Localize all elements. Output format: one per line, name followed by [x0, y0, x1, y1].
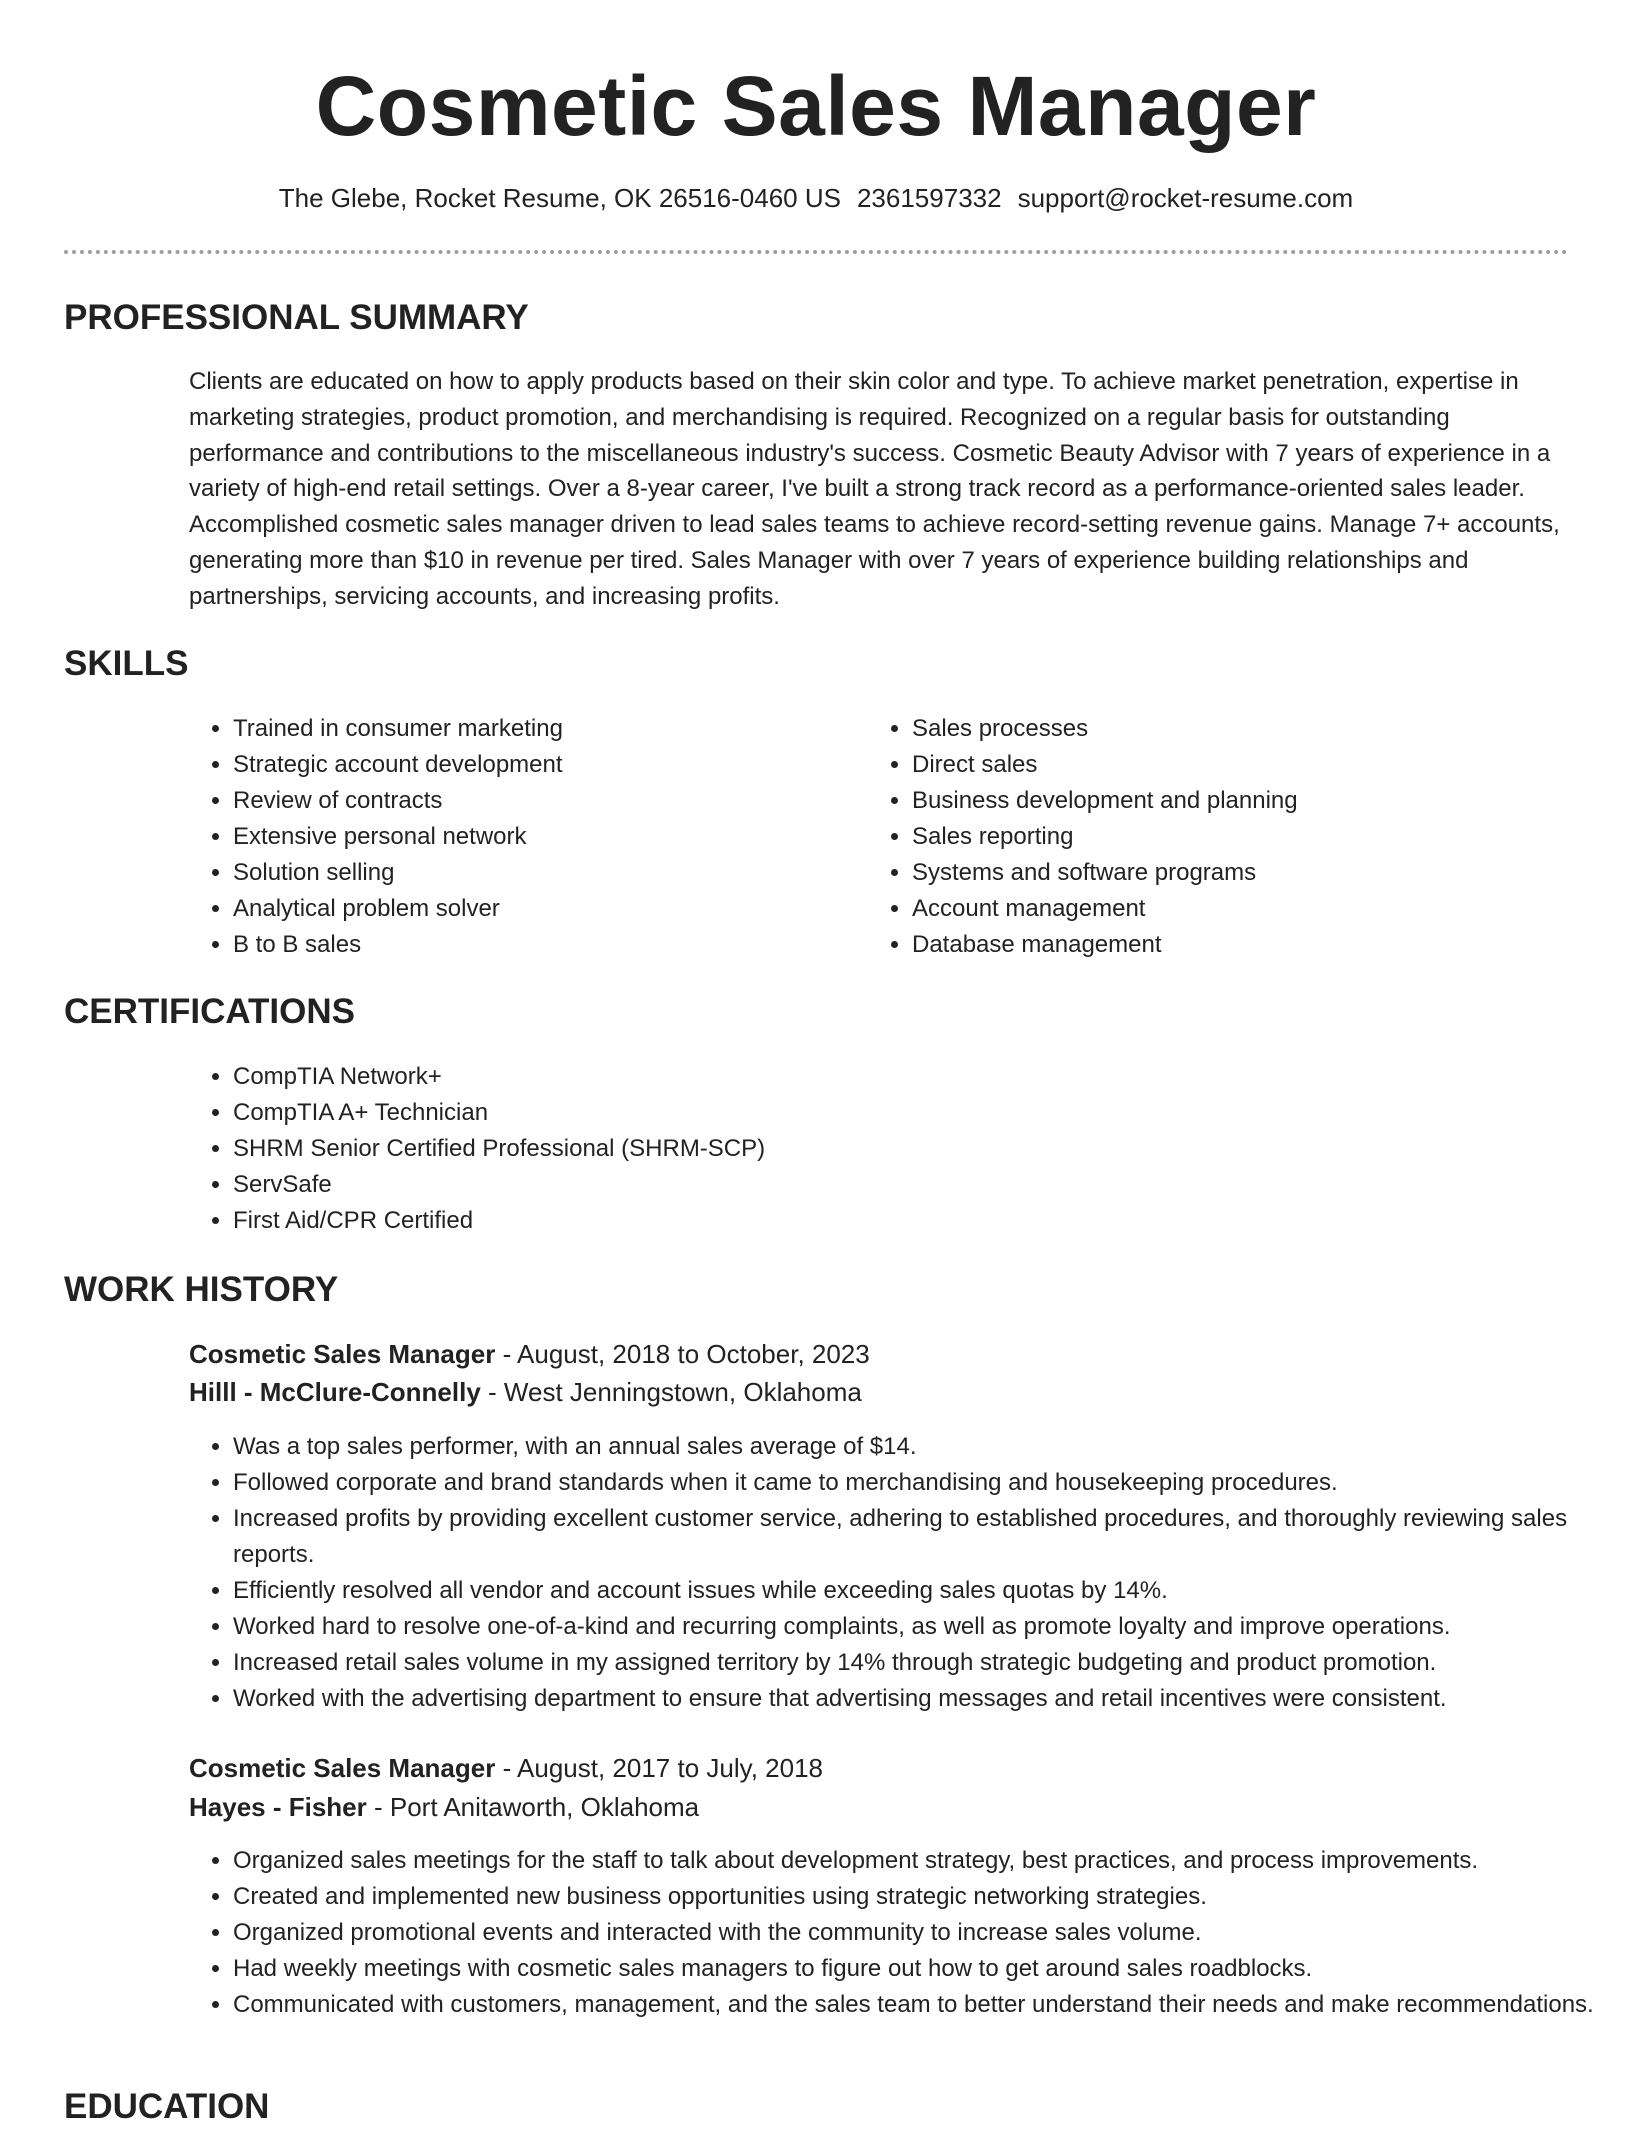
- resume-title: Cosmetic Sales Manager: [315, 59, 1317, 153]
- skills-list-left: [189, 711, 853, 963]
- contact-email[interactable]: support@rocket-resume.com: [1017, 183, 1354, 213]
- list-item: • Extensive personal network: [233, 819, 853, 855]
- list-item: • First Aid/CPR Certified: [233, 1203, 1533, 1239]
- header-divider: [64, 250, 1568, 254]
- job-role: Cosmetic Sales Manager: [189, 1339, 496, 1369]
- job-location: - Port Anitaworth, Oklahoma: [366, 1792, 700, 1822]
- contact-line: [0, 180, 1632, 216]
- list-item: • Account management: [912, 891, 1572, 927]
- list-item: • Organized sales meetings for the staff to talk about development strategy, best practices, and process improvements.: [233, 1843, 1613, 1879]
- job-dates: - August, 2017 to July, 2018: [495, 1753, 823, 1783]
- list-item: • Communicated with customers, management, and the sales team to better understand their needs and make recommendations.: [233, 1987, 1613, 2023]
- list-item: • Solution selling: [233, 855, 853, 891]
- list-item: • Review of contracts: [233, 783, 853, 819]
- list-item: • ServSafe: [233, 1167, 1533, 1203]
- list-item: • Strategic account development: [233, 747, 853, 783]
- list-item: • Increased retail sales volume in my assigned territory by 14% through strategic budgeting and product promotion.: [233, 1645, 1613, 1681]
- job-location: - West Jenningstown, Oklahoma: [480, 1377, 862, 1407]
- job-2-company-line: [189, 1788, 699, 1826]
- list-item: • Direct sales: [912, 747, 1572, 783]
- list-item: • Sales reporting: [912, 819, 1572, 855]
- job-role: Cosmetic Sales Manager: [189, 1753, 496, 1783]
- section-title-summary: PROFESSIONAL SUMMARY: [64, 298, 529, 337]
- list-item: • Had weekly meetings with cosmetic sales managers to figure out how to get around sales roadblocks.: [233, 1951, 1613, 1987]
- list-item: • Worked with the advertising department to ensure that advertising messages and retail incentives were consistent.: [233, 1681, 1613, 1717]
- list-item: • SHRM Senior Certified Professional (SHRM-SCP): [233, 1131, 1533, 1167]
- job-2-title-line: [189, 1749, 823, 1787]
- list-item: • Systems and software programs: [912, 855, 1572, 891]
- summary-text: Clients are educated on how to apply products based on their skin color and type. To achieve market penetration, expertise in marketing strategies, product promotion, and merchandising is required. Recognized on a regular basis for outstanding performance and contributions to the miscellaneous industry's success. Cosmetic Beauty Advisor with 7 years of experience in a variety of high-end retail settings. Over a 8-year career, I've built a strong track record as a performance-oriented sales leader. Accomplished cosmetic sales manager driven to lead sales teams to achieve record-setting revenue gains. Manage 7+ accounts, generating more than $10 in revenue per tired. Sales Manager with over 7 years of experience building relationships and partnerships, servicing accounts, and increasing profits.: [189, 368, 1560, 610]
- list-item: • Followed corporate and brand standards when it came to merchandising and housekeeping procedures.: [233, 1465, 1613, 1501]
- job-1-bullets: [189, 1429, 1613, 1717]
- job-2-bullets: [189, 1843, 1613, 2023]
- list-item: • Analytical problem solver: [233, 891, 853, 927]
- section-title-skills: SKILLS: [64, 644, 189, 683]
- contact-phone: 2361597332: [856, 183, 1002, 213]
- list-item: • Business development and planning: [912, 783, 1572, 819]
- job-company: Hilll - McClure-Connelly: [189, 1377, 481, 1407]
- job-dates: - August, 2018 to October, 2023: [495, 1339, 870, 1369]
- contact-address: The Glebe, Rocket Resume, OK 26516-0460 US: [278, 183, 841, 213]
- list-item: • Efficiently resolved all vendor and account issues while exceeding sales quotas by 14%.: [233, 1573, 1613, 1609]
- section-title-certifications: CERTIFICATIONS: [64, 992, 356, 1031]
- list-item: • Sales processes: [912, 711, 1572, 747]
- list-item: • Increased profits by providing excellent customer service, adhering to established procedures, and thoroughly reviewing sales reports.: [233, 1501, 1613, 1573]
- list-item: • Trained in consumer marketing: [233, 711, 853, 747]
- list-item: • Database management: [912, 927, 1572, 963]
- list-item: • CompTIA Network+: [233, 1059, 1533, 1095]
- list-item: • Organized promotional events and interacted with the community to increase sales volume.: [233, 1915, 1613, 1951]
- skills-list-right: [868, 711, 1572, 963]
- section-title-work-history: WORK HISTORY: [64, 1270, 339, 1309]
- list-item: • Created and implemented new business opportunities using strategic networking strategies.: [233, 1879, 1613, 1915]
- list-item: • Worked hard to resolve one-of-a-kind and recurring complaints, as well as promote loyalty and improve operations.: [233, 1609, 1613, 1645]
- job-company: Hayes - Fisher: [189, 1792, 367, 1822]
- job-1-company-line: [189, 1373, 862, 1411]
- job-1-title-line: [189, 1335, 870, 1373]
- list-item: • CompTIA A+ Technician: [233, 1095, 1533, 1131]
- section-title-education: EDUCATION: [64, 2087, 270, 2126]
- certifications-list: [189, 1059, 1533, 1239]
- list-item: • B to B sales: [233, 927, 853, 963]
- list-item: • Was a top sales performer, with an annual sales average of $14.: [233, 1429, 1613, 1465]
